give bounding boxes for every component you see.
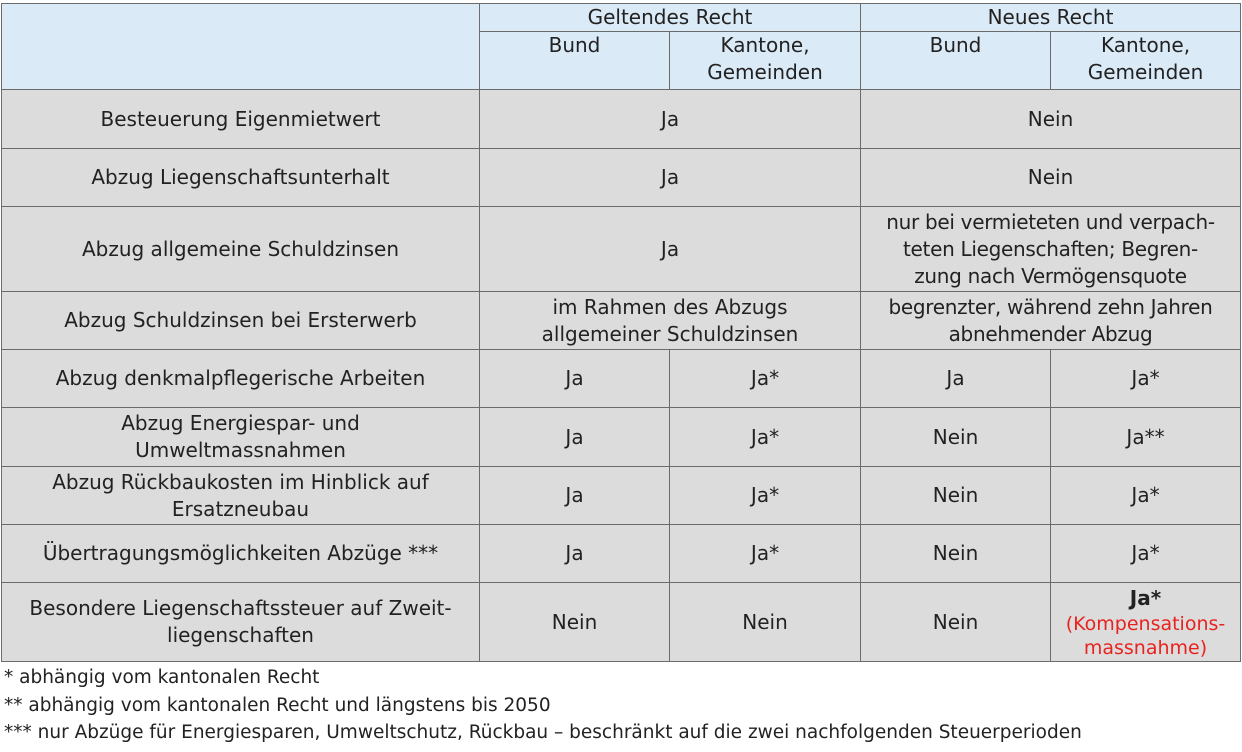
cell-current-kantone: Ja* — [670, 467, 861, 525]
cell-new-bund: Nein — [861, 467, 1051, 525]
cell-current-bund: Nein — [480, 583, 670, 662]
cell-current-kantone: Ja* — [670, 525, 861, 583]
table-row — [2, 408, 1241, 467]
compensation-note: (Kompensations- — [1065, 612, 1226, 635]
header-empty-cell — [2, 4, 480, 90]
footnote: * abhängig vom kantonalen Recht — [4, 667, 320, 688]
cell-new-kantone: Ja* — [1051, 467, 1241, 525]
cell-current-bund: Ja — [480, 467, 670, 525]
cell-current: Ja — [480, 90, 861, 149]
header-new-kantone — [1051, 32, 1241, 90]
table-row — [2, 207, 1241, 292]
comparison-table — [1, 3, 1241, 662]
header-current-bund: Bund — [480, 32, 670, 90]
row-label-line: Umweltmassnahmen — [135, 438, 346, 462]
cell-current-kantone: Nein — [670, 583, 861, 662]
cell-line: nur bei vermieteten und verpach- — [886, 209, 1215, 234]
cell-line: allgemeiner Schuldzinsen — [541, 321, 799, 346]
cell-new-kantone — [1051, 583, 1241, 662]
header-kantone-line1: Kantone, — [720, 33, 810, 57]
cell-new — [861, 292, 1241, 350]
row-label: Abzug Liegenschaftsunterhalt — [2, 149, 480, 207]
header-new-bund: Bund — [861, 32, 1051, 90]
cell-line: zung nach Vermögensquote — [914, 263, 1187, 288]
table-row — [2, 90, 1241, 149]
cell-new-kantone: Ja* — [1051, 525, 1241, 583]
header-kantone-line1: Kantone, — [1100, 33, 1191, 57]
table-row — [2, 583, 1241, 662]
cell-line: im Rahmen des Abzugs — [552, 294, 788, 319]
footnote: ** abhängig vom kantonalen Recht und längstens bis 2050 — [4, 694, 551, 716]
row-label-line: Abzug Energiespar- und — [121, 411, 360, 435]
row-label-line: Besondere Liegenschaftssteuer auf Zweit- — [29, 596, 452, 620]
cell-line: begrenzter, während zehn Jahren — [888, 294, 1213, 319]
row-label-line: Ersatzneubau — [171, 496, 310, 521]
table-row — [2, 525, 1241, 583]
row-label: Abzug allgemeine Schuldzinsen — [2, 207, 480, 292]
cell-new-bund: Ja — [861, 350, 1051, 408]
header-current-kantone — [670, 32, 861, 90]
row-label — [2, 467, 480, 525]
cell-new-bund: Nein — [861, 408, 1051, 467]
cell-current-bund: Ja — [480, 408, 670, 467]
cell-new-kantone: Ja* — [1051, 350, 1241, 408]
cell-new: Nein — [861, 149, 1241, 207]
compensation-note: massnahme) — [1083, 636, 1208, 659]
cell-current — [480, 292, 861, 350]
header-kantone-line2: Gemeinden — [1087, 60, 1204, 84]
row-label: Abzug Schuldzinsen bei Ersterwerb — [2, 292, 480, 350]
footnote: *** nur Abzüge für Energiesparen, Umweltschutz, Rückbau – beschränkt auf die zwei nachfolgenden Steuerperioden — [4, 722, 1082, 743]
row-label: Abzug denkmalpflegerische Arbeiten — [2, 350, 480, 408]
row-label-line: Abzug Rückbaukosten im Hinblick auf — [52, 469, 429, 494]
cell-current-kantone: Ja* — [670, 350, 861, 408]
cell-new: Nein — [861, 90, 1241, 149]
cell-new-bund: Nein — [861, 583, 1051, 662]
cell-current-bund: Ja — [480, 350, 670, 408]
row-label — [2, 583, 480, 662]
table-row — [2, 467, 1241, 525]
cell-current-bund: Ja — [480, 525, 670, 583]
table-row — [2, 350, 1241, 408]
cell-new — [861, 207, 1241, 292]
cell-current: Ja — [480, 149, 861, 207]
table-row — [2, 149, 1241, 207]
header-group-new: Neues Recht — [861, 4, 1241, 32]
cell-current-kantone: Ja* — [670, 408, 861, 467]
cell-line: teten Liegenschaften; Begren- — [903, 236, 1198, 261]
header-group-current: Geltendes Recht — [480, 4, 861, 32]
footnotes — [4, 664, 1082, 747]
table-row — [2, 292, 1241, 350]
cell-line: Ja* — [1129, 585, 1162, 610]
cell-current: Ja — [480, 207, 861, 292]
row-label: Besteuerung Eigenmietwert — [2, 90, 480, 149]
row-label — [2, 408, 480, 467]
row-label-line: liegenschaften — [167, 623, 314, 647]
header-kantone-line2: Gemeinden — [707, 60, 823, 84]
cell-line: abnehmender Abzug — [948, 321, 1153, 346]
cell-new-kantone: Ja** — [1051, 408, 1241, 467]
row-label: Übertragungsmöglichkeiten Abzüge *** — [2, 525, 480, 583]
cell-new-bund: Nein — [861, 525, 1051, 583]
